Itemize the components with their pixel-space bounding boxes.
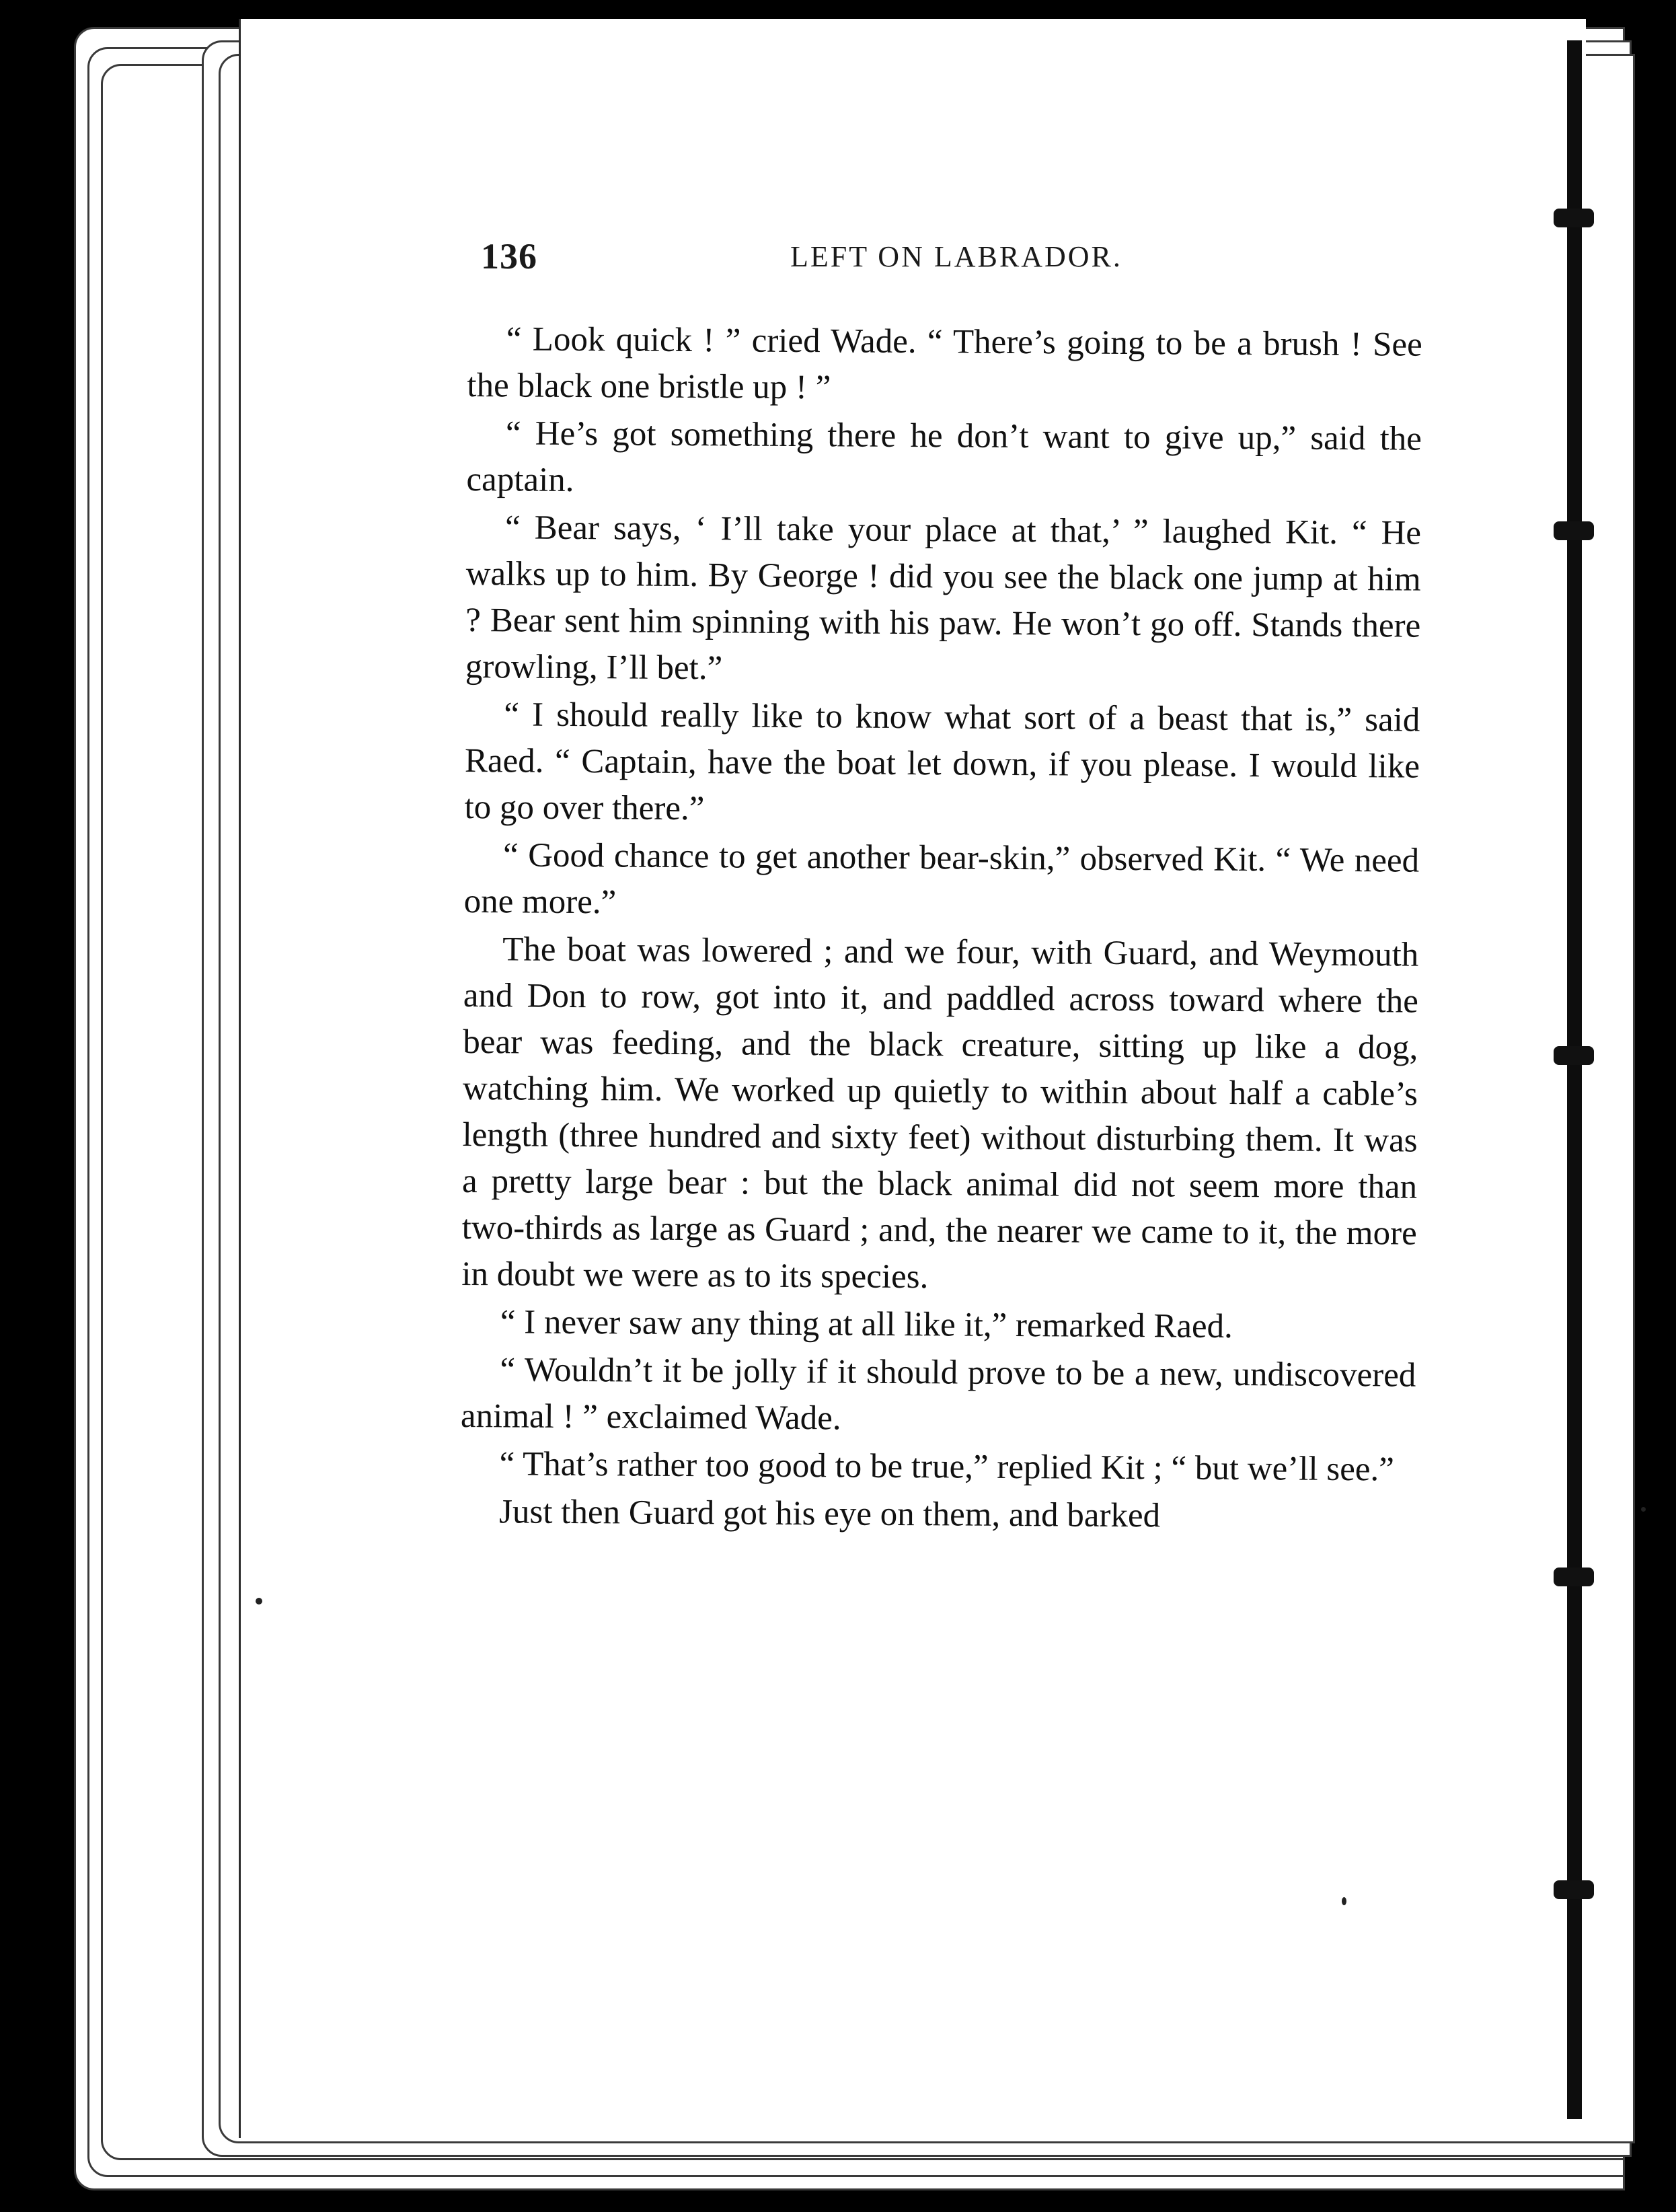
binding-stitch: [1554, 209, 1594, 227]
paragraph: “ Bear says, ‘ I’ll take your place at that,’ ” laughed Kit. “ He walks up to him. By George ! did you see the black one jump at him ? Bear sent him spinning with his paw. He won’t go off. Stands there growling, I’ll bet.”: [465, 509, 1422, 688]
running-head: LEFT ON LABRADOR.: [790, 240, 1122, 273]
speck: [1641, 1507, 1646, 1512]
paragraph: “ That’s rather too good to be true,” replied Kit ; “ but we’ll see.”: [499, 1445, 1395, 1489]
paragraph: “ He’s got something there he don’t want to give up,” said the captain.: [466, 414, 1422, 499]
page-header: [481, 235, 1422, 289]
page-number: 136: [481, 236, 537, 276]
speck: [1342, 1897, 1346, 1905]
body-text: [460, 316, 1422, 1543]
paragraph: The boat was lowered ; and we four, with Guard, and Weymouth and Don to row, got into it, and paddled across toward where the bear was feeding, and the black creature, sitting up like a dog, watching him. We worked up quietly to within about half a cable’s length (three hundred and sixty feet) without disturbing them. It was a pretty large bear : but the black animal did not seem more than two-thirds as large as Guard ; and, the nearer we came to it, the more in doubt we were as to its species.: [461, 930, 1419, 1296]
binding-stitch: [1554, 1880, 1594, 1899]
binding-stitch: [1554, 1046, 1594, 1065]
paragraph: “ Wouldn’t it be jolly if it should prove to be a new, undiscovered animal ! ” exclaimed Wade.: [460, 1351, 1416, 1438]
binding-stitch: [1554, 521, 1594, 540]
speck: [256, 1598, 262, 1605]
paragraph: “ Good chance to get another bear-skin,” observed Kit. “ We need one more.”: [463, 836, 1420, 922]
binding-strip: [1567, 40, 1582, 2119]
binding-stitch: [1554, 1568, 1594, 1586]
paragraph: “ Look quick ! ” cried Wade. “ There’s going to be a brush ! See the black one bristle up ! ”: [467, 320, 1422, 407]
paragraph: “ I never saw any thing at all like it,” remarked Raed.: [500, 1303, 1233, 1345]
paragraph: Just then Guard got his eye on them, and barked: [498, 1493, 1161, 1535]
paragraph: “ I should really like to know what sort of a beast that is,” said Raed. “ Captain, have the boat let down, if you please. I would like to go over there.”: [464, 696, 1420, 828]
